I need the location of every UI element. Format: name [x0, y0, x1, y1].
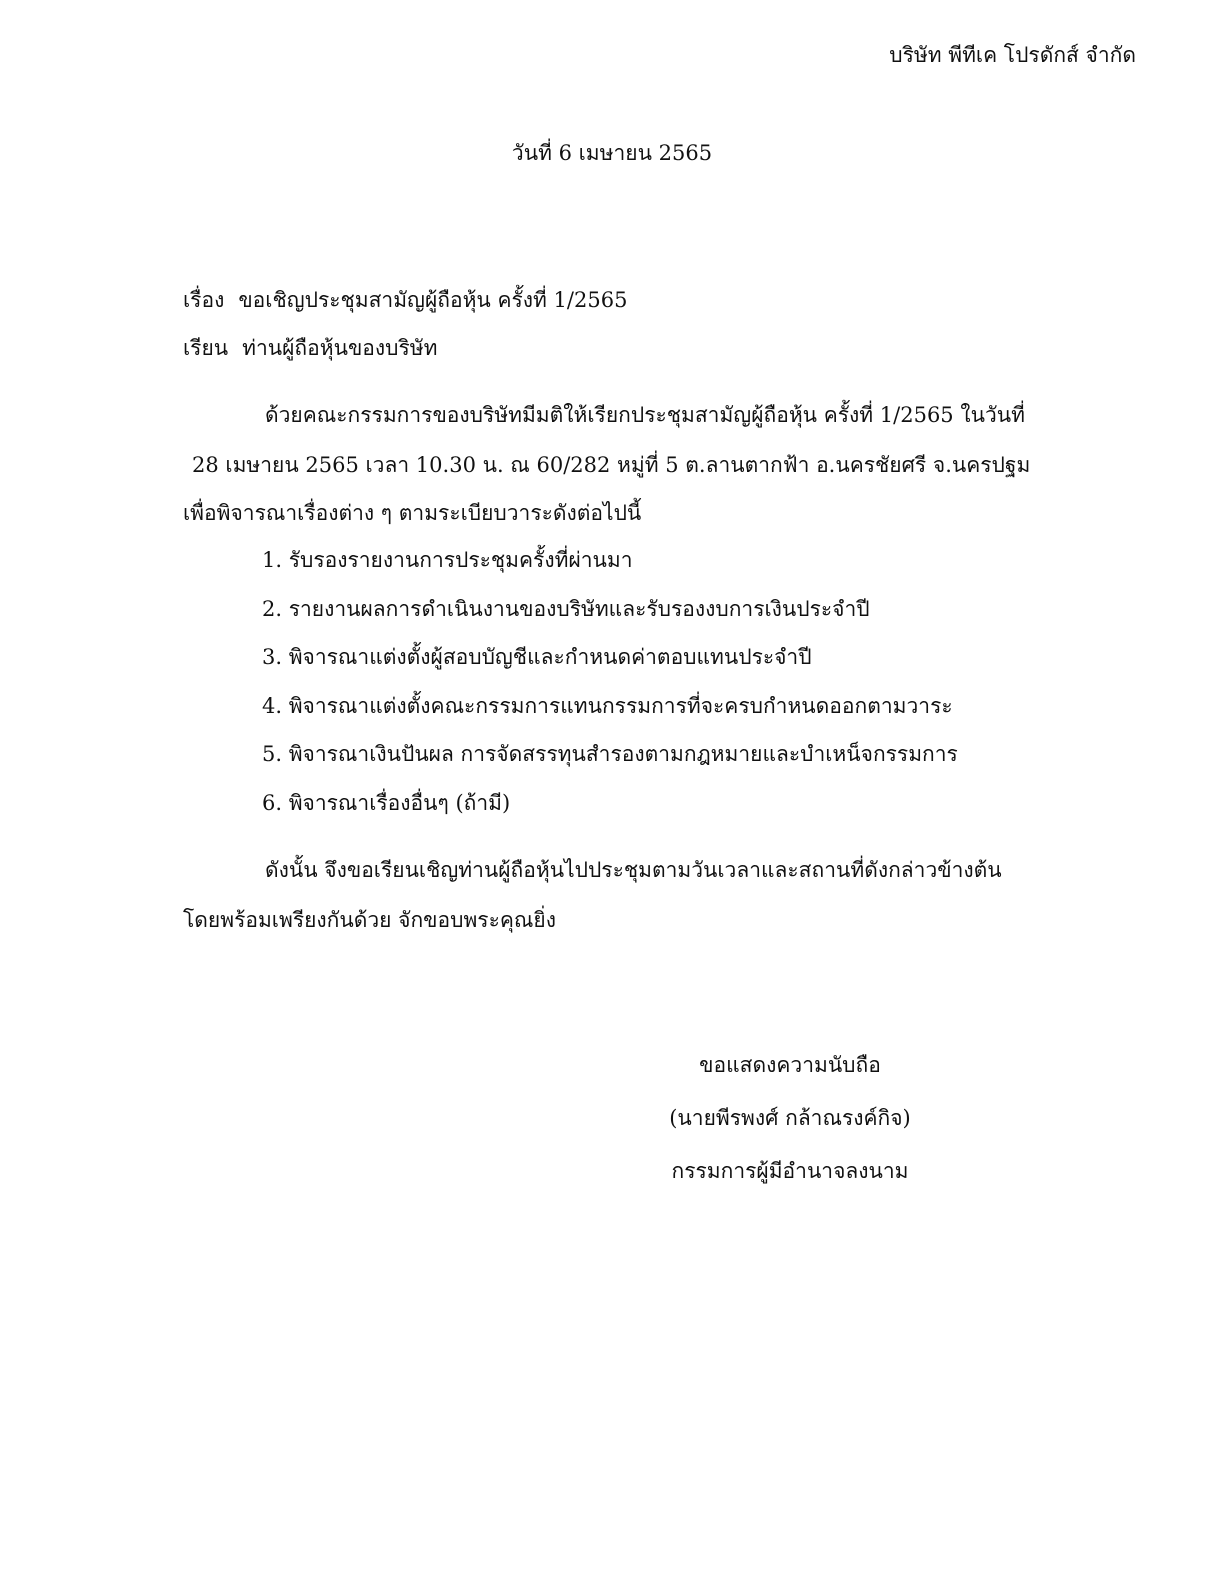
signature-regards: ขอแสดงความนับถือ — [699, 1053, 881, 1077]
subject-text: ขอเชิญประชุมสามัญผู้ถือหุ้น ครั้งที่ 1/2565 — [238, 288, 628, 312]
recipient-line — [183, 333, 437, 363]
signatory-name: (นายพีรพงศ์ กล้าณรงค์กิจ) — [669, 1106, 911, 1130]
recipient-label: เรียน — [183, 336, 229, 360]
signature-block — [620, 1050, 960, 1209]
letter-date: วันที่ 6 เมษายน 2565 — [511, 141, 713, 165]
body-line-1: ด้วยคณะกรรมการของบริษัทมีมติให้เรียกประชุมสามัญผู้ถือหุ้น ครั้งที่ 1/2565 ในวันที่ — [265, 403, 1025, 427]
subject-label: เรื่อง — [183, 288, 225, 312]
company-name: บริษัท พีทีเค โปรดักส์ จำกัด — [889, 43, 1136, 67]
agenda-item: 6. พิจารณาเรื่องอื่นๆ (ถ้ามี) — [262, 790, 511, 815]
agenda-item: 2. รายงานผลการดำเนินงานของบริษัทและรับรองงบการเงินประจำปี — [262, 596, 870, 621]
agenda-item: 1. รับรองรายงานการประชุมครั้งที่ผ่านมา — [262, 548, 633, 572]
body-line-3: เพื่อพิจารณาเรื่องต่าง ๆ ตามระเบียบวาระดังต่อไปนี้ — [183, 501, 642, 525]
subject-line — [183, 285, 627, 315]
recipient-text: ท่านผู้ถือหุ้นของบริษัท — [242, 336, 438, 360]
closing-line-1: ดังนั้น จึงขอเรียนเชิญท่านผู้ถือหุ้นไปประชุมตามวันเวลาและสถานที่ดังกล่าวข้างต้น — [265, 858, 1002, 882]
agenda-item: 3. พิจารณาแต่งตั้งผู้สอบบัญชีและกำหนดค่าตอบแทนประจำปี — [262, 645, 812, 669]
agenda-item: 5. พิจารณาเงินปันผล การจัดสรรทุนสำรองตามกฎหมายและบำเหน็จกรรมการ — [262, 742, 958, 766]
agenda-list — [262, 545, 958, 836]
body-line-2: 28 เมษายน 2565 เวลา 10.30 น. ณ 60/282 หมู่ที่ 5 ต.ลานตากฟ้า อ.นครชัยศรี จ.นครปฐม — [192, 453, 1031, 477]
agenda-item: 4. พิจารณาแต่งตั้งคณะกรรมการแทนกรรมการที่จะครบกำหนดออกตามวาระ — [262, 693, 953, 718]
closing-line-2: โดยพร้อมเพรียงกันด้วย จักขอบพระคุณยิ่ง — [183, 908, 556, 932]
signatory-title: กรรมการผู้มีอำนาจลงนาม — [671, 1159, 909, 1183]
